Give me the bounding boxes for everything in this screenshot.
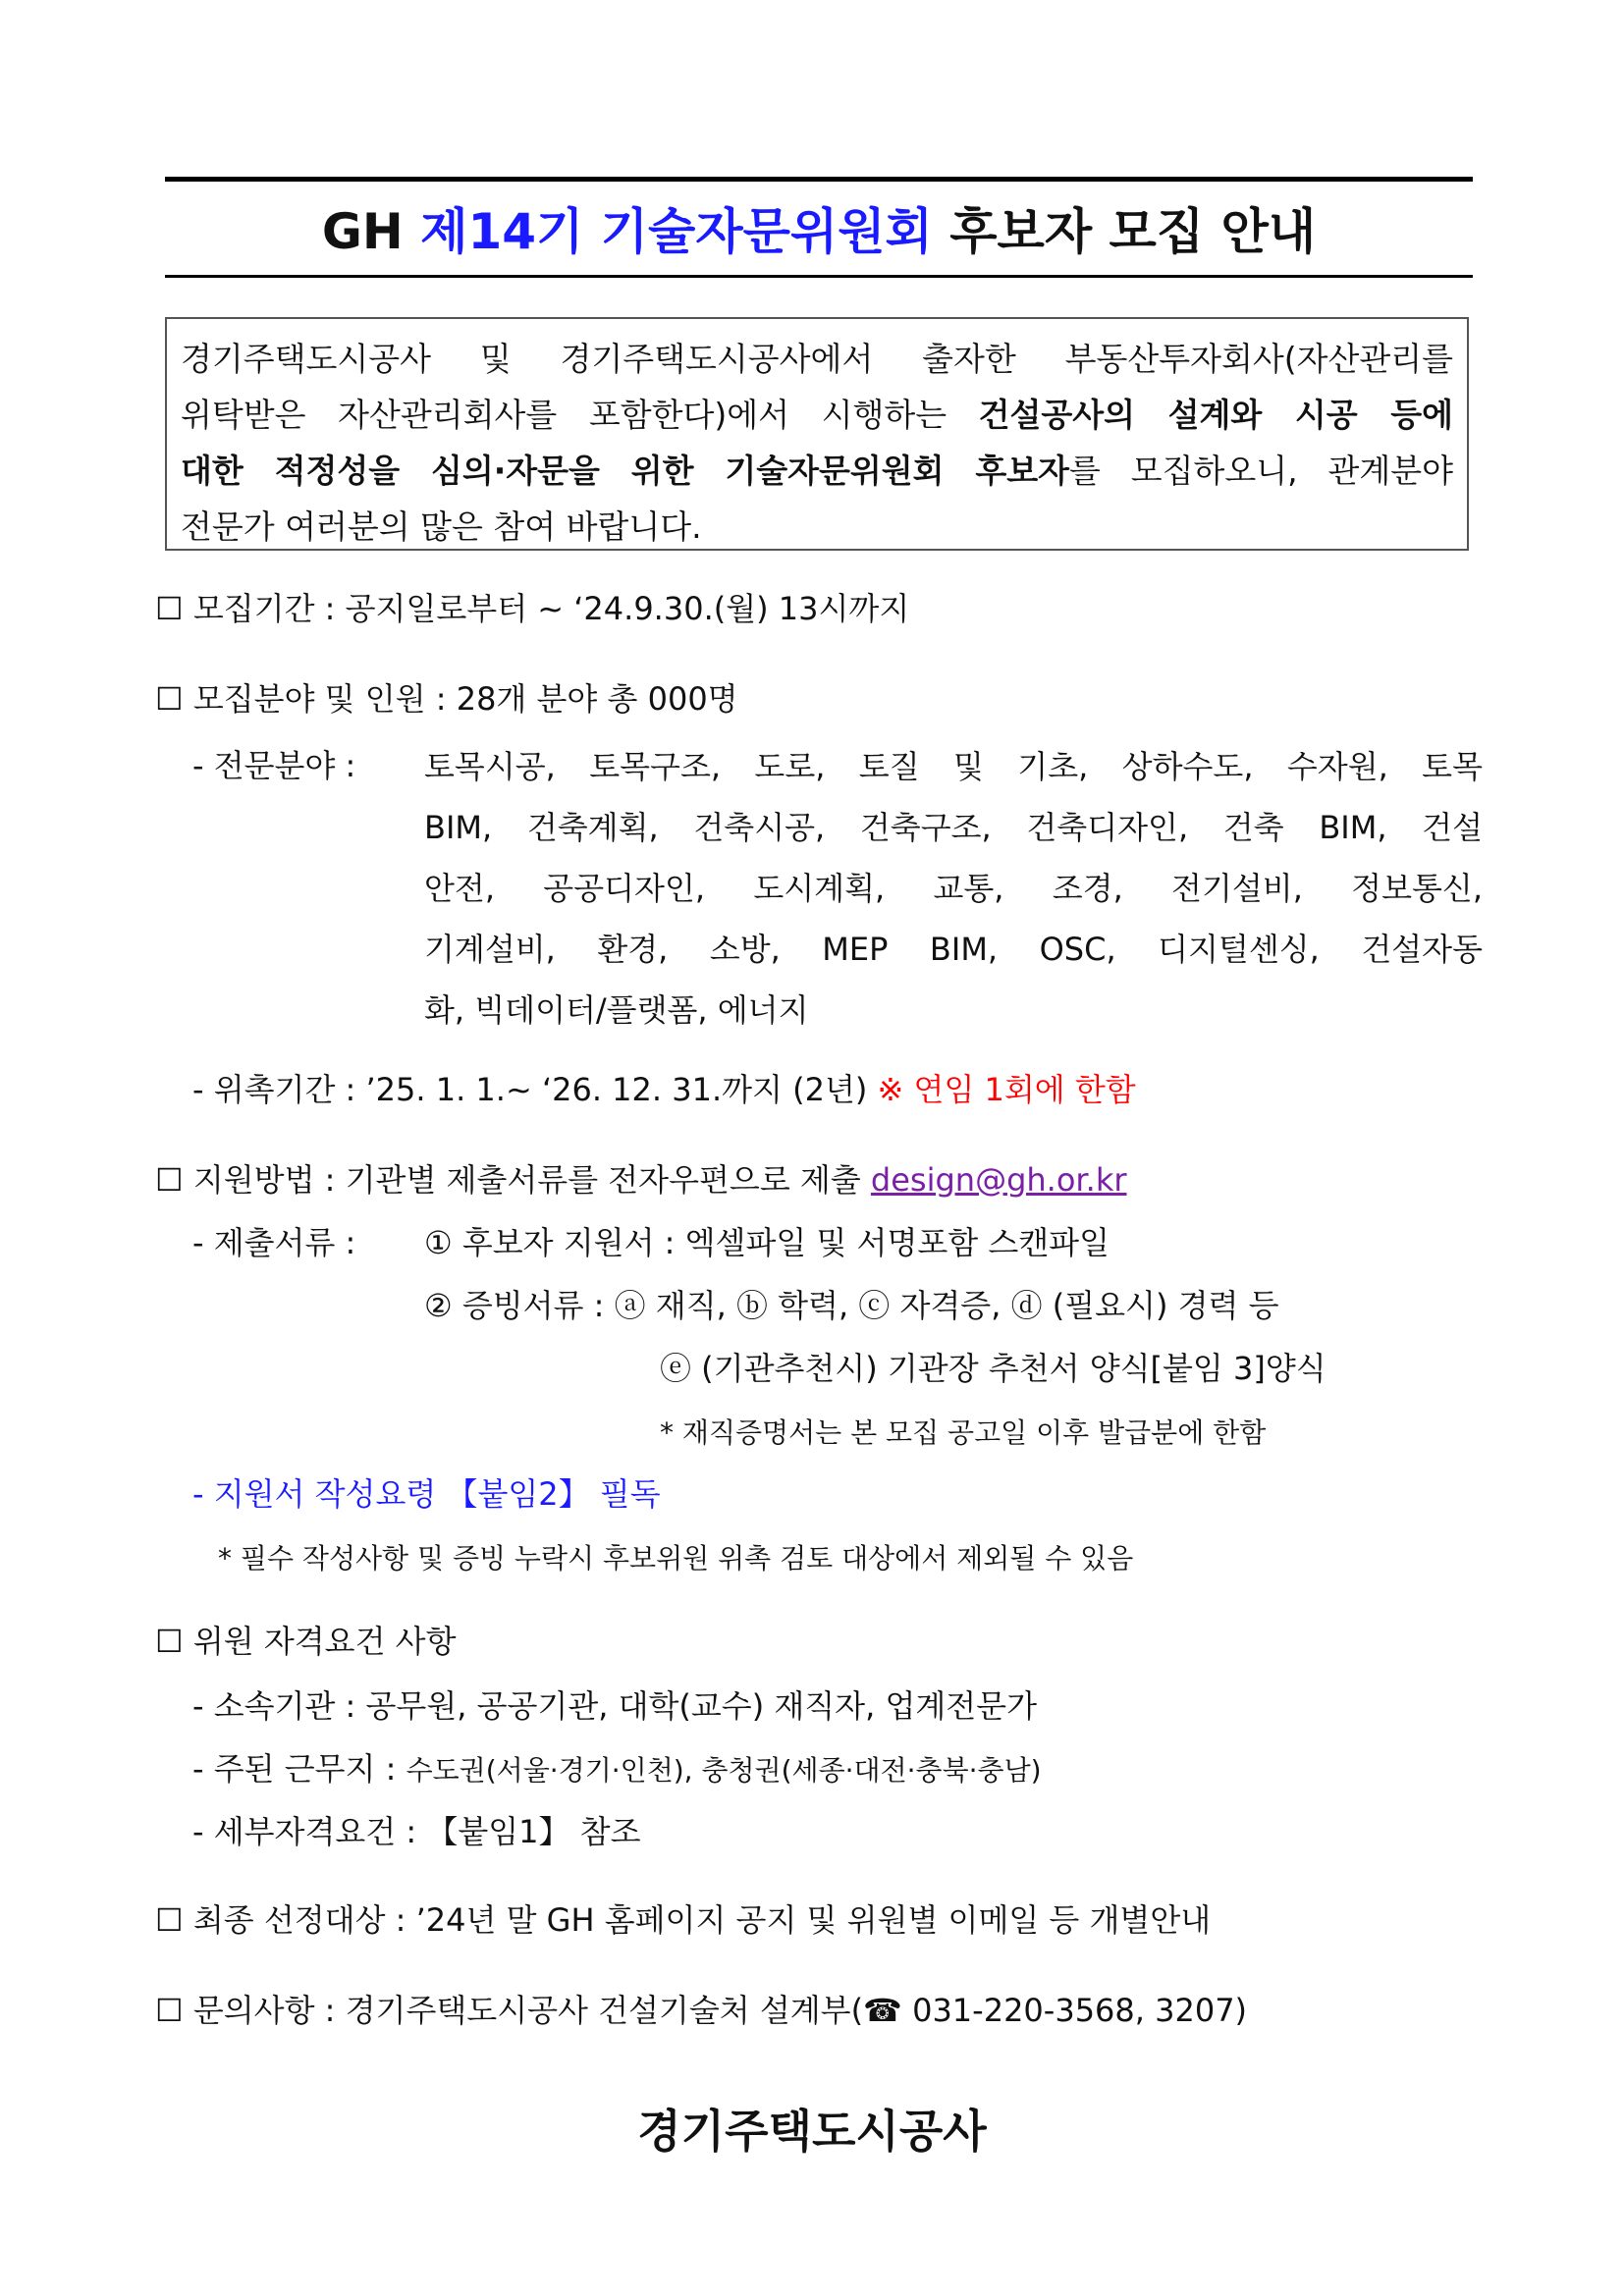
expert-field-list	[424, 736, 1483, 1041]
inquiry-row	[155, 1989, 1247, 2032]
intro-line-4: 전문가 여러분의 많은 참여 바랍니다.	[181, 507, 702, 546]
intro-line-3-bold: 대한 적정성을 심의·자문을 위한 기술자문위원회 후보자	[181, 452, 1070, 490]
checkbox-icon: ☐	[155, 1992, 184, 2029]
detail-row	[192, 1810, 641, 1853]
title-highlight: 제14기 기술자문위원회	[420, 203, 933, 260]
term-label: - 위촉기간 : ’25. 1. 1.~ ‘26. 12. 31.까지 (2년)	[192, 1071, 868, 1108]
title-bottom-rule	[165, 275, 1473, 278]
period-row	[155, 587, 909, 630]
org-label: - 소속기관	[192, 1687, 336, 1725]
inquiry-value: 경기주택도시공사 건설기술처 설계부(☎ 031-220-3568, 3207)	[345, 1992, 1248, 2029]
expert-field-line: 기계설비, 환경, 소방, MEP BIM, OSC, 디지털센싱, 건설자동	[424, 931, 1483, 968]
fields-label: 모집분야 및 인원 : 28개 분야 총 000명	[192, 680, 738, 718]
email-link[interactable]: design@gh.or.kr	[870, 1161, 1127, 1199]
final-row	[155, 1898, 1211, 1942]
apply-row	[155, 1158, 1127, 1201]
qualification-label: 위원 자격요건 사항	[192, 1623, 457, 1660]
expert-field-line: 토목시공, 토목구조, 도로, 토질 및 기초, 상하수도, 수자원, 토목	[424, 748, 1483, 785]
period-label: 모집기간 : 공지일로부터 ~ ‘24.9.30.(월) 13시까지	[192, 590, 910, 627]
area-row	[192, 1747, 1042, 1792]
fields-row	[155, 677, 738, 721]
inquiry-label: 문의사항 :	[192, 1992, 336, 2029]
intro-line-1: 경기주택도시공사 및 경기주택도시공사에서 출자한 부동산투자회사(자산관리를	[181, 340, 1453, 378]
expert-field-line: 화, 빅데이터/플랫폼, 에너지	[424, 991, 809, 1029]
expert-field-line: BIM, 건축계획, 건축시공, 건축구조, 건축디자인, 건축 BIM, 건설	[424, 809, 1483, 846]
expert-field-label: - 전문분야 :	[192, 747, 356, 784]
term-note: ※ 연임 1회에 한함	[877, 1071, 1136, 1108]
intro-line-3	[181, 443, 1453, 499]
checkbox-icon: ☐	[155, 590, 184, 627]
expert-field-line: 안전, 공공디자인, 도시계획, 교통, 조경, 전기설비, 정보통신,	[424, 870, 1483, 907]
qualification-row	[155, 1620, 457, 1663]
docs-label: - 제출서류 :	[192, 1224, 356, 1261]
title-prefix: GH	[321, 203, 404, 260]
intro-line-2-bold: 건설공사의 설계와 시공 등에	[978, 396, 1453, 434]
intro-line-2	[181, 387, 1453, 443]
title-suffix: 후보자 모집 안내	[949, 203, 1317, 260]
term-row	[192, 1068, 1136, 1111]
organization-footer: 경기주택도시공사	[637, 2105, 987, 2158]
doc-note: * 재직증명서는 본 모집 공고일 이후 발급분에 한함	[660, 1416, 1267, 1449]
area-label: - 주된 근무지 :	[192, 1750, 397, 1788]
detail-label: - 세부자격요건 :	[192, 1813, 417, 1850]
checkbox-icon: ☐	[155, 1901, 184, 1939]
page-title	[165, 192, 1473, 271]
checkbox-icon: ☐	[155, 1161, 184, 1199]
apply-label: 지원방법 : 기관별 제출서류를 전자우편으로 제출	[192, 1161, 861, 1199]
intro-line-2-plain: 위탁받은 자산관리회사를 포함한다)에서 시행하는	[181, 396, 947, 434]
doc-1: ① 후보자 지원서 : 엑셀파일 및 서명포함 스캔파일	[424, 1224, 1110, 1261]
area-value: 수도권(서울·경기·인천), 충청권(세종·대전·충북·충남)	[406, 1754, 1042, 1787]
doc-3: ⓔ (기관추천시) 기관장 추천서 양식[붙임 3]양식	[660, 1350, 1326, 1387]
intro-box	[165, 317, 1469, 551]
guide-note: * 필수 작성사항 및 증빙 누락시 후보위원 위촉 검토 대상에서 제외될 수 있음	[218, 1542, 1134, 1575]
org-row	[192, 1684, 1037, 1728]
title-top-rule	[165, 177, 1473, 182]
checkbox-icon: ☐	[155, 1623, 184, 1660]
intro-line-3-plain: 를 모집하오니, 관계분야	[1069, 452, 1453, 490]
org-value: : 공무원, 공공기관, 대학(교수) 재직자, 업계전문가	[345, 1687, 1038, 1725]
detail-value: 【붙임1】 참조	[426, 1813, 641, 1850]
final-label: 최종 선정대상 : ’24년 말 GH 홈페이지 공지 및 위원별 이메일 등 개별안내	[192, 1901, 1212, 1939]
doc-2: ② 증빙서류 : ⓐ 재직, ⓑ 학력, ⓒ 자격증, ⓓ (필요시) 경력 등	[424, 1287, 1279, 1324]
guide-line: - 지원서 작성요령 【붙임2】 필독	[192, 1475, 661, 1513]
checkbox-icon: ☐	[155, 680, 184, 718]
